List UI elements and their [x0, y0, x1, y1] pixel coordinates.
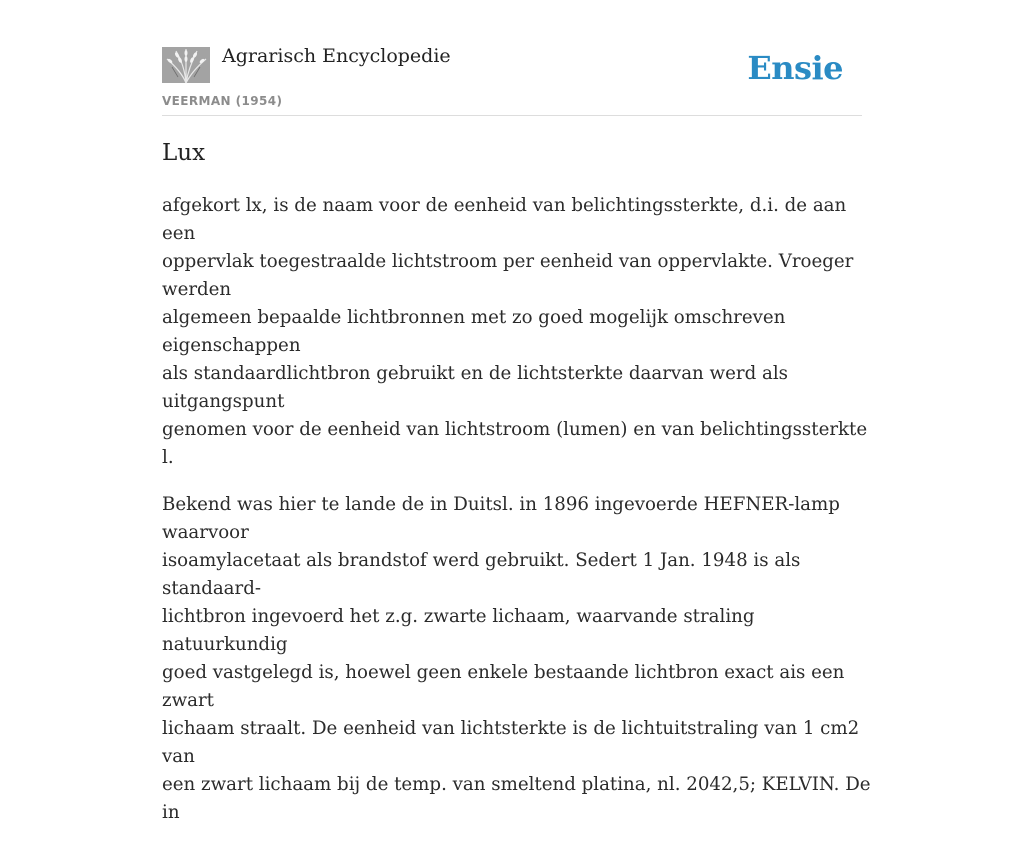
author-line: VEERMAN (1954): [162, 94, 283, 108]
source-header: [162, 0, 862, 116]
article-body: [162, 192, 872, 846]
paragraph: Bekend was hier te lande de in Duitsl. in 1896 ingevoerde HEFNER-lamp waarvoor isoamylacetaat als brandstof werd gebruikt. Sedert 1 Jan. 1948 is als standaard- lichtbron ingevoerd het z.g. zwarte lichaam, waarvande straling natuurkundig goed vastgelegd is, hoewel geen enkele bestaande lichtbron exact ais een zwart lichaam straalt. De eenheid van lichtsterkte is de lichtuitstraling van 1 cm2 van een zwart lichaam bij de temp. van smeltend platina, nl. 2042,5; KELVIN. De in: [162, 494, 871, 823]
paragraph: afgekort lx, is de naam voor de eenheid van belichtingssterkte, d.i. de aan een oppervlak toegestraalde lichtstroom per eenheid van oppervlakte. Vroeger werden algemeen bepaalde lichtbronnen met zo goed mogelijk omschreven eigenschappen als standaardlichtbron gebruikt en de lichtsterkte daarvan werd als uitgangspunt genomen voor de eenheid van lichtstroom (lumen) en van belichtingssterkte l.: [162, 195, 868, 468]
entry-title: Lux: [162, 140, 206, 166]
wheat-logo-icon[interactable]: [162, 47, 210, 83]
content-container: [162, 0, 871, 823]
brand-logo[interactable]: Ensie: [747, 49, 843, 87]
source-title[interactable]: Agrarisch Encyclopedie: [222, 45, 451, 67]
